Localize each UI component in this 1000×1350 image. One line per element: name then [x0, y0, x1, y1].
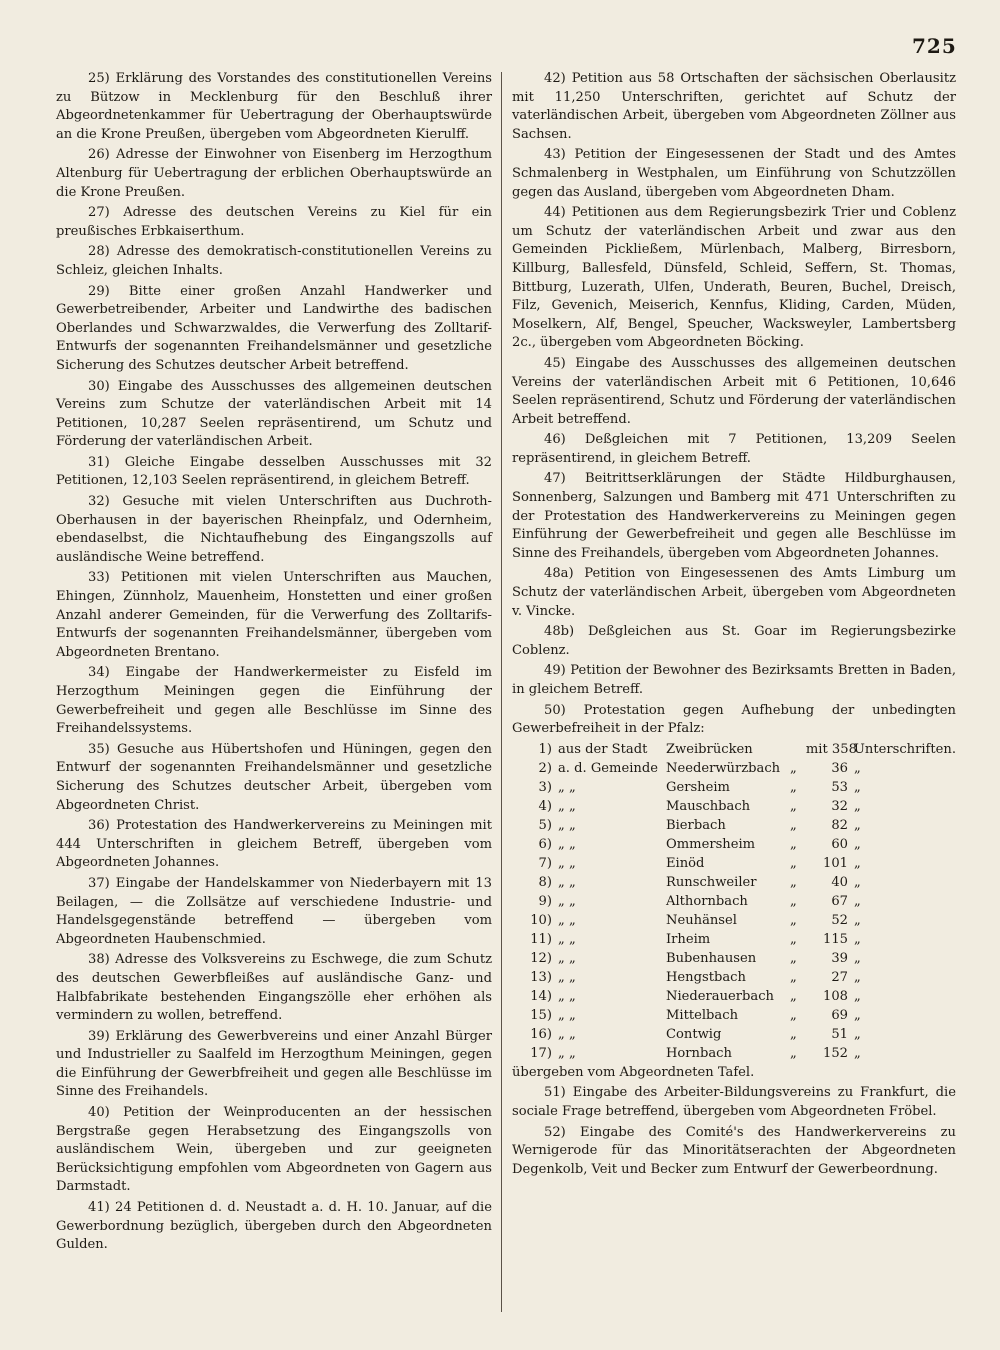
list-item-prefix: „ „	[558, 1007, 576, 1023]
list-item	[512, 855, 956, 874]
entry: 45) Eingabe des Ausschusses des allgemeinen deutschen Vereins der vaterländischen Arbeit mit 6 Petitionen, 10,646 Seelen repräsentirend, Schutz und Förderung der vaterländischen Arbeit betreffend.	[512, 355, 956, 427]
entry: 38) Adresse des Volksvereins zu Eschwege, die zum Schutz des deutschen Gewerbfleißes auf ausländische Ganz- und Halbfabrikate bestehenden Eingangszölle eher erhöhen als vermindern zu wollen, betreffend.	[56, 952, 492, 1024]
list-item	[512, 741, 956, 760]
list-item	[512, 836, 956, 855]
list-item-count: 108	[823, 988, 848, 1004]
list-item-place: Hornbach	[666, 1045, 732, 1061]
list-item-number: 3)	[538, 779, 552, 795]
entry: 51) Eingabe des Arbeiter-Bildungsvereins zu Frankfurt, die sociale Frage betreffend, übergeben vom Abgeordneten Fröbel.	[512, 1085, 956, 1119]
column-divider	[501, 72, 502, 1312]
list-item-place: Bierbach	[666, 817, 726, 833]
list-item-number: 8)	[538, 874, 552, 890]
list-item-ditto: „	[790, 931, 797, 947]
list-item-number: 14)	[530, 988, 552, 1004]
list-item-ditto: „	[790, 779, 797, 795]
list-item	[512, 912, 956, 931]
entry: 46) Deßgleichen mit 7 Petitionen, 13,209 Seelen repräsentirend, in gleichem Betreff.	[512, 432, 956, 466]
list-item	[512, 1026, 956, 1045]
list-item-number: 11)	[530, 931, 552, 947]
list-item-number: 9)	[538, 893, 552, 909]
list-item	[512, 969, 956, 988]
entry: 36) Protestation des Handwerkervereins zu Meiningen mit 444 Unterschriften in gleichem Betreff, übergeben vom Abgeordneten Johannes.	[56, 818, 492, 871]
list-item-place: Irheim	[666, 931, 711, 947]
list-item-suffix: „	[854, 931, 861, 947]
entry: 50) Protestation gegen Aufhebung der unbedingten Gewerbefreiheit in der Pfalz:	[512, 702, 956, 737]
list-item-suffix: „	[854, 912, 861, 928]
list-item-suffix: „	[854, 779, 861, 795]
list-item-ditto: „	[790, 874, 797, 890]
list-item-ditto: „	[790, 893, 797, 909]
list-item-prefix: „ „	[558, 855, 576, 871]
list-item-ditto: „	[790, 836, 797, 852]
list-item-prefix: „ „	[558, 798, 576, 814]
entry: 28) Adresse des demokratisch-constitutionellen Vereins zu Schleiz, gleichen Inhalts.	[56, 244, 492, 278]
entry: 42) Petition aus 58 Ortschaften der sächsischen Oberlausitz mit 11,250 Unterschriften, gerichtet auf Schutz der vaterländischen Arbeit, übergeben vom Abgeordneten Zöllner aus Sachsen.	[512, 71, 956, 142]
entry: 49) Petition der Bewohner des Bezirksamts Bretten in Baden, in gleichem Betreff.	[512, 663, 956, 697]
list-item-number: 1)	[538, 741, 552, 757]
entry: 48a) Petition von Eingesessenen des Amts Limburg um Schutz der vaterländischen Arbeit, übergeben vom Abgeordneten v. Vincke.	[512, 566, 956, 619]
list-item-place: Bubenhausen	[666, 950, 757, 966]
list-item-prefix: „ „	[558, 912, 576, 928]
list-item-suffix: „	[854, 1007, 861, 1023]
entry: 26) Adresse der Einwohner von Eisenberg im Herzogthum Altenburg für Uebertragung der erblichen Oberhauptswürde an die Krone Preußen.	[56, 147, 492, 200]
entry: 40) Petition der Weinproducenten an der hessischen Bergstraße gegen Herabsetzung des Eingangszolls von ausländischem Wein, übergeben und zur geeigneten Berücksichtigung empfohlen vom Abgeordneten von Gagern aus Darmstadt.	[56, 1105, 492, 1195]
signature-list	[512, 741, 956, 1064]
entry: 30) Eingabe des Ausschusses des allgemeinen deutschen Vereins zum Schutze der vaterländischen Arbeit mit 14 Petitionen, 10,287 Seelen repräsentirend, um Schutz und Förderung der vaterländischen Arbeit.	[56, 378, 492, 450]
list-item-place: Neuhänsel	[666, 912, 737, 928]
list-item-count: 152	[823, 1045, 848, 1061]
list-item	[512, 798, 956, 817]
entry: 31) Gleiche Eingabe desselben Ausschusses mit 32 Petitionen, 12,103 Seelen repräsentirend, in gleichem Betreff.	[56, 454, 492, 489]
entry: übergeben vom Abgeordneten Tafel.	[512, 1064, 755, 1080]
list-item-ditto: „	[790, 988, 797, 1004]
list-item-count: 101	[823, 855, 848, 871]
list-item-ditto: „	[790, 798, 797, 814]
list-item-number: 7)	[538, 855, 552, 871]
list-item-count: 82	[831, 817, 848, 833]
list-item-count: 39	[831, 950, 848, 966]
list-item-place: Althornbach	[666, 893, 748, 909]
list-item	[512, 874, 956, 893]
list-item-place: Neederwürzbach	[666, 760, 781, 776]
list-item-suffix: „	[854, 988, 861, 1004]
list-item-suffix: Unterschriften.	[853, 741, 957, 757]
list-item-count: mit 358	[805, 741, 857, 757]
list-item-count: 60	[831, 836, 848, 852]
list-item-suffix: „	[854, 1045, 861, 1061]
list-item-number: 6)	[538, 836, 552, 852]
list-item-count: 67	[831, 893, 848, 909]
list-item	[512, 760, 956, 779]
list-item-count: 69	[831, 1007, 848, 1023]
list-item-place: Mittelbach	[666, 1007, 739, 1023]
list-item-place: Gersheim	[666, 779, 730, 795]
list-item-prefix: aus der Stadt	[557, 741, 648, 757]
list-item-ditto: „	[790, 855, 797, 871]
page-number: 725	[912, 34, 957, 58]
list-item-prefix: „ „	[558, 988, 576, 1004]
list-item-prefix: „ „	[558, 893, 576, 909]
list-item-place: Hengstbach	[666, 969, 746, 985]
entry: 29) Bitte einer großen Anzahl Handwerker und Gewerbetreibender, Arbeiter und Landwirthe des badischen Oberlandes und Schwarzwaldes, die Verwerfung des Zolltarif-Entwurfs der sogenannten Freihandelsmänner und gesetzliche Sicherung des Schutzes deutscher Arbeit betreffend.	[56, 283, 492, 373]
right-column	[512, 70, 956, 1181]
list-item-suffix: „	[854, 893, 861, 909]
list-item-prefix: „ „	[558, 1045, 576, 1061]
list-item-number: 5)	[538, 817, 552, 833]
list-item-prefix: „ „	[558, 874, 576, 890]
entry: 52) Eingabe des Comité's des Handwerkervereins zu Wernigerode für das Minoritätserachten der Abgeordneten Degenkolb, Veit und Becker zum Entwurf der Gewerbeordnung.	[512, 1124, 956, 1177]
list-item-ditto: „	[790, 1007, 797, 1023]
list-item-prefix: „ „	[558, 817, 576, 833]
entry: 39) Erklärung des Gewerbvereins und einer Anzahl Bürger und Industrieller zu Saalfeld im Herzogthum Meiningen, gegen die Einführung der Gewerbfreiheit und gegen alle Beschlüsse im Sinne des Freihandels.	[56, 1028, 492, 1100]
list-item-ditto: „	[790, 969, 797, 985]
list-item	[512, 1045, 956, 1064]
left-column	[56, 70, 492, 1257]
list-item-count: 32	[831, 798, 848, 814]
list-item-count: 40	[831, 874, 848, 890]
list-item-count: 27	[831, 969, 848, 985]
list-item-place: Ommersheim	[666, 836, 756, 852]
list-item-place: Niederauerbach	[666, 988, 774, 1004]
entry: 48b) Deßgleichen aus St. Goar im Regierungsbezirke Coblenz.	[512, 624, 956, 658]
list-item-count: 53	[831, 779, 848, 795]
list-item	[512, 893, 956, 912]
list-item-ditto: „	[790, 1026, 797, 1042]
entry: 25) Erklärung des Vorstandes des constitutionellen Vereins zu Bützow in Mecklenburg für den Beschluß ihrer Abgeordnetenkammer für Uebertragung der Oberhauptswürde an die Krone Preußen, übergeben vom Abgeordneten Kierulff.	[56, 71, 492, 142]
list-item-prefix: „ „	[558, 931, 576, 947]
list-item-prefix: a. d. Gemeinde	[558, 760, 658, 776]
list-item-suffix: „	[854, 1026, 861, 1042]
list-item-prefix: „ „	[558, 836, 576, 852]
list-item-place: Einöd	[666, 855, 705, 871]
list-item	[512, 779, 956, 798]
list-item-number: 2)	[538, 760, 552, 776]
list-item-place: Zweibrücken	[665, 741, 753, 757]
entry: 34) Eingabe der Handwerkermeister zu Eisfeld im Herzogthum Meiningen gegen die Einführung der Gewerbefreiheit und gegen alle Beschlüsse im Sinne des Freihandelssystems.	[56, 665, 492, 737]
list-item-count: 115	[823, 931, 848, 947]
list-item-number: 4)	[538, 798, 552, 814]
list-item-count: 52	[831, 912, 848, 928]
entry: 33) Petitionen mit vielen Unterschriften aus Mauchen, Ehingen, Zünnholz, Mauenheim, Honstetten und einer großen Anzahl anderer Gemeinden, für die Verwerfung des Zolltarifs-Entwurfs der sogenannten Freihandelsmänner, übergeben vom Abgeordneten Brentano.	[56, 570, 492, 660]
list-item	[512, 1007, 956, 1026]
list-item-prefix: „ „	[558, 779, 576, 795]
entry: 27) Adresse des deutschen Vereins zu Kiel für ein preußisches Erbkaiserthum.	[56, 205, 492, 239]
entry: 35) Gesuche aus Hübertshofen und Hüningen, gegen den Entwurf der sogenannten Freihandelsmänner und gesetzliche Sicherung des Schutzes deutscher Arbeit, übergeben vom Abgeordneten Christ.	[56, 741, 492, 813]
list-item-number: 12)	[530, 950, 552, 966]
list-item	[512, 817, 956, 836]
list-item	[512, 988, 956, 1007]
list-item-place: Runschweiler	[666, 874, 757, 890]
list-item-suffix: „	[854, 817, 861, 833]
list-item-number: 16)	[530, 1026, 552, 1042]
list-item-prefix: „ „	[558, 1026, 576, 1042]
list-item-number: 10)	[530, 912, 552, 928]
list-item	[512, 931, 956, 950]
list-item-ditto: „	[790, 817, 797, 833]
entry: 41) 24 Petitionen d. d. Neustadt a. d. H. 10. Januar, auf die Gewerbordnung bezüglich, übergeben durch den Abgeordneten Gulden.	[56, 1200, 492, 1253]
list-item-ditto: „	[790, 760, 797, 776]
list-item-count: 36	[831, 760, 848, 776]
list-item-suffix: „	[854, 798, 861, 814]
list-item-ditto: „	[790, 1045, 797, 1061]
list-item	[512, 950, 956, 969]
entry: 47) Beitrittserklärungen der Städte Hildburghausen, Sonnenberg, Salzungen und Bamberg mit 471 Unterschriften zu der Protestation des Handwerkervereins zu Meiningen gegen Einführung der Gewerbefreiheit und gegen alle Beschlüsse im Sinne des Freihandels, übergeben vom Abgeordneten Johannes.	[512, 471, 956, 561]
list-item-suffix: „	[854, 950, 861, 966]
list-item-suffix: „	[854, 969, 861, 985]
entry: 43) Petition der Eingesessenen der Stadt und des Amtes Schmalenberg in Westphalen, um Einführung von Schutzzöllen gegen das Ausland, übergeben vom Abgeordneten Dham.	[512, 147, 956, 200]
list-item-number: 17)	[530, 1045, 552, 1061]
entry: 37) Eingabe der Handelskammer von Niederbayern mit 13 Beilagen, — die Zollsätze auf verschiedene Industrie- und Handelsgegenstände betreffend — übergeben vom Abgeordneten Haubenschmied.	[56, 875, 492, 947]
list-item-suffix: „	[854, 874, 861, 890]
entry: 32) Gesuche mit vielen Unterschriften aus Duchroth-Oberhausen in der bayerischen Rheinpfalz, und Odernheim, ebendaselbst, die Nichtaufhebung des Eingangszolls auf ausländische Weine betreffend.	[56, 494, 492, 565]
list-item-suffix: „	[854, 836, 861, 852]
list-item-suffix: „	[854, 760, 861, 776]
list-item-place: Mauschbach	[666, 798, 751, 814]
list-item-number: 15)	[530, 1007, 552, 1023]
list-item-suffix: „	[854, 855, 861, 871]
list-item-ditto: „	[790, 950, 797, 966]
list-item-number: 13)	[530, 969, 552, 985]
list-item-ditto: „	[790, 912, 797, 928]
list-item-prefix: „ „	[558, 950, 576, 966]
entry: 44) Petitionen aus dem Regierungsbezirk Trier und Coblenz um Schutz der vaterländischen Arbeit und zwar aus den Gemeinden Pickließem, Mürlenbach, Malberg, Birresborn, Killburg, Ballesfeld, Dünsfeld, Schleid, Seffern, St. Thomas, Bittburg, Luzerath, Ulfen, Underath, Beuren, Buchel, Dreisch, Filz, Gevenich, Meiserich, Kennfus, Kliding, Carden, Müden, Moselkern, Alf, Bengel, Speucher, Wacksweyler, Lambertsberg 2c., übergeben vom Abgeordneten Böcking.	[512, 205, 956, 351]
list-item-count: 51	[831, 1026, 848, 1042]
list-item-place: Contwig	[666, 1026, 722, 1042]
list-item-prefix: „ „	[558, 969, 576, 985]
